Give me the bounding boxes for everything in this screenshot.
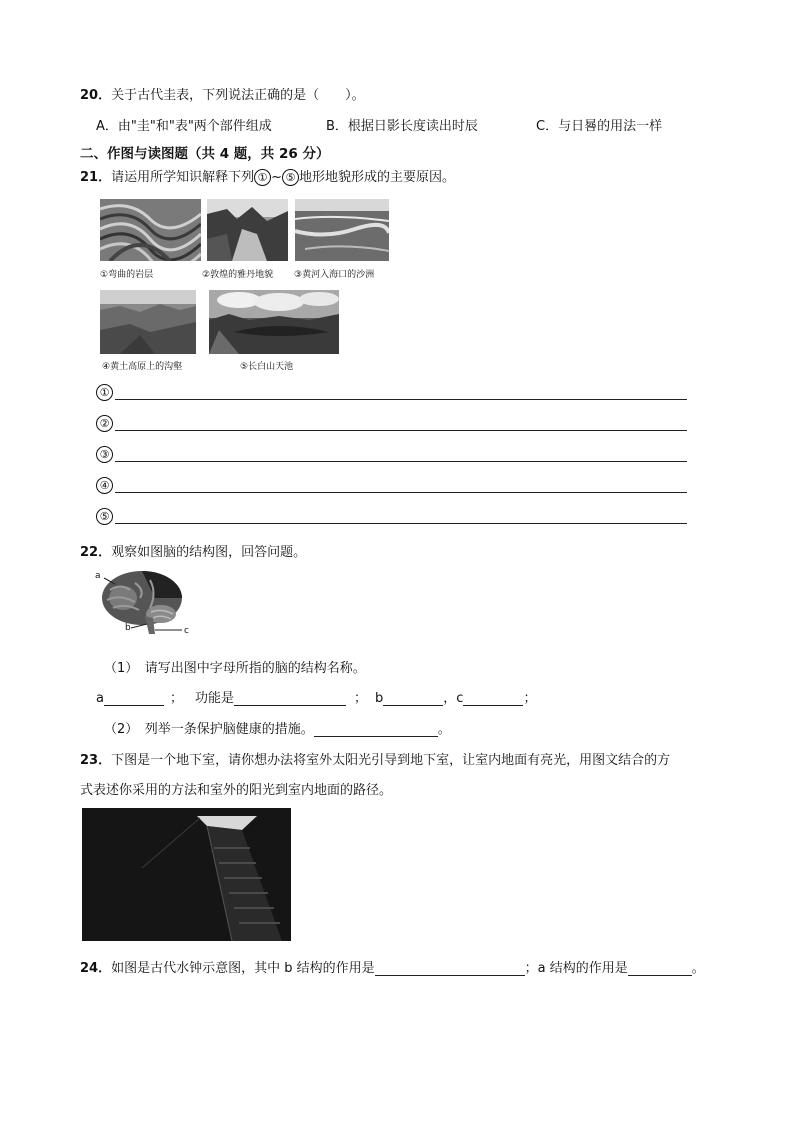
range-start-marker: ① [254, 169, 271, 186]
q22-sub1: （1） 请写出图中字母所指的脑的结构名称。 [104, 661, 366, 676]
photo-yardang [207, 199, 288, 261]
q22-stem: 22．观察如图脑的结构图，回答问题。 [80, 545, 307, 560]
photo-loess-gullies [100, 290, 196, 354]
caption-1: ①弯曲的岩层 [100, 270, 154, 280]
answer-line-3[interactable] [115, 461, 687, 462]
brain-diagram [95, 568, 195, 640]
answer-marker-1: ① [96, 384, 113, 401]
blank-b-function[interactable] [375, 962, 525, 976]
blank-c[interactable] [463, 692, 523, 706]
label-c: c [184, 626, 189, 636]
q22-fill-row: a ； 功能是 ； b ，c ； [96, 691, 537, 706]
q23-line2: 式表述你采用的方法和室外的阳光到室内地面的路径。 [80, 783, 393, 798]
photo-river-delta [295, 199, 389, 261]
q20-option-c: C．与日晷的用法一样 [536, 119, 663, 134]
q20-option-b: B．根据日影长度读出时辰 [326, 119, 478, 134]
answer-marker-4: ④ [96, 477, 113, 494]
blank-b[interactable] [383, 692, 443, 706]
answer-marker-3: ③ [96, 446, 113, 463]
blank-a[interactable] [104, 692, 164, 706]
answer-line-5[interactable] [115, 523, 687, 524]
label-a: a [95, 571, 101, 581]
q20-stem: 20．关于古代圭表，下列说法正确的是（ ）。 [80, 88, 365, 103]
answer-line-1[interactable] [115, 399, 687, 400]
q21-stem: 21．请运用所学知识解释下列 ① ~ ⑤ 地形地貌形成的主要原因。 [80, 170, 456, 185]
section-title: 二、作图与读图题（共 4 题，共 26 分） [80, 146, 330, 162]
answer-marker-2: ② [96, 415, 113, 432]
caption-4: ④黄土高原上的沟壑 [102, 362, 183, 372]
range-end-marker: ⑤ [282, 169, 299, 186]
q22-sub2: （2） 列举一条保护脑健康的措施。 。 [104, 722, 451, 737]
q23-line1: 23．下图是一个地下室，请你想办法将室外太阳光引导到地下室，让室内地面有亮光，用图文结合的方 [80, 753, 671, 768]
blank-measure[interactable] [314, 723, 438, 737]
answer-marker-5: ⑤ [96, 508, 113, 525]
answer-line-2[interactable] [115, 430, 687, 431]
caption-3: ③黄河入海口的沙洲 [294, 270, 375, 280]
blank-a-function[interactable] [628, 962, 692, 976]
photo-folded-rock-layers [100, 199, 201, 261]
q24-stem: 24．如图是古代水钟示意图，其中 b 结构的作用是 ；a 结构的作用是 。 [80, 961, 705, 976]
blank-function[interactable] [234, 692, 346, 706]
answer-line-4[interactable] [115, 492, 687, 493]
photo-basement-stairs [82, 808, 291, 941]
caption-5: ⑤长白山天池 [240, 362, 294, 372]
photo-tianchi [209, 290, 339, 354]
q20-option-a: A．由"圭"和"表"两个部件组成 [96, 119, 272, 134]
caption-2: ②敦煌的雅丹地貌 [202, 270, 274, 280]
label-b: b [125, 623, 131, 633]
